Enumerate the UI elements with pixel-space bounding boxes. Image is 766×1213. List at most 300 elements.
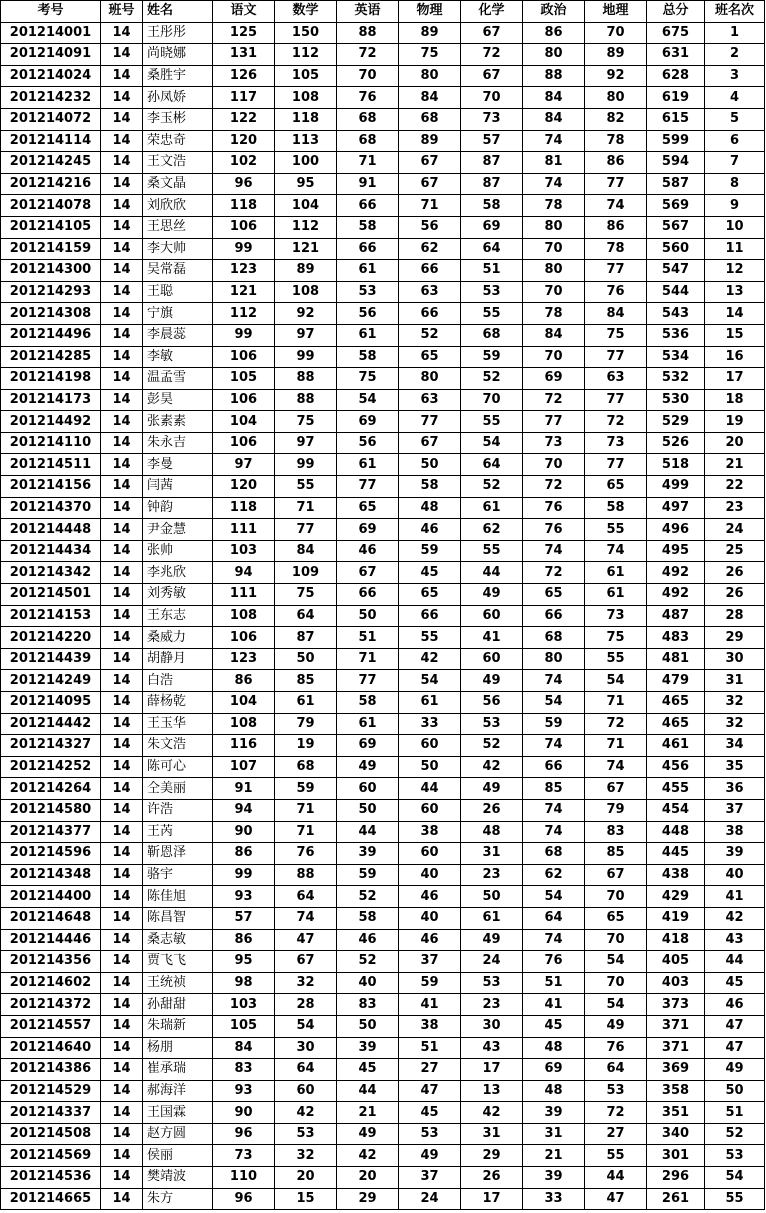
cell-english: 29 [337,1188,399,1210]
cell-total: 465 [647,692,705,714]
cell-class-no: 14 [101,130,143,152]
cell-chemistry: 31 [461,1123,523,1145]
cell-english: 68 [337,108,399,130]
cell-chinese: 108 [213,605,275,627]
cell-geography: 27 [585,1123,647,1145]
cell-class-no: 14 [101,65,143,87]
cell-name: 崔承瑞 [143,1059,213,1081]
cell-total: 405 [647,951,705,973]
cell-chinese: 106 [213,216,275,238]
cell-exam-id: 201214095 [1,692,101,714]
cell-geography: 78 [585,238,647,260]
cell-physics: 52 [399,324,461,346]
cell-math: 64 [275,1059,337,1081]
cell-class-no: 14 [101,1037,143,1059]
cell-politics: 41 [523,994,585,1016]
cell-english: 45 [337,1059,399,1081]
cell-politics: 66 [523,756,585,778]
cell-total: 456 [647,756,705,778]
cell-class-no: 14 [101,670,143,692]
cell-chemistry: 55 [461,411,523,433]
cell-geography: 58 [585,497,647,519]
cell-math: 61 [275,692,337,714]
cell-name: 朱永吉 [143,432,213,454]
cell-class-rank: 16 [705,346,765,368]
cell-class-rank: 7 [705,152,765,174]
cell-chemistry: 60 [461,605,523,627]
cell-politics: 74 [523,799,585,821]
table-row [1,843,765,865]
cell-name: 胡静月 [143,648,213,670]
cell-name: 许浩 [143,799,213,821]
cell-politics: 21 [523,1145,585,1167]
cell-name: 王芮 [143,821,213,843]
cell-chemistry: 67 [461,65,523,87]
cell-math: 88 [275,389,337,411]
cell-politics: 48 [523,1037,585,1059]
cell-class-rank: 31 [705,670,765,692]
cell-chinese: 96 [213,173,275,195]
cell-exam-id: 201214153 [1,605,101,627]
cell-geography: 80 [585,87,647,109]
cell-math: 95 [275,173,337,195]
cell-english: 52 [337,886,399,908]
cell-total: 448 [647,821,705,843]
cell-geography: 77 [585,454,647,476]
cell-chemistry: 67 [461,22,523,44]
cell-total: 351 [647,1102,705,1124]
cell-english: 42 [337,1145,399,1167]
cell-total: 518 [647,454,705,476]
cell-chemistry: 17 [461,1188,523,1210]
cell-physics: 45 [399,562,461,584]
cell-total: 454 [647,799,705,821]
cell-math: 105 [275,65,337,87]
cell-name: 刘秀敏 [143,584,213,606]
cell-class-rank: 25 [705,540,765,562]
cell-exam-id: 201214648 [1,907,101,929]
cell-math: 71 [275,799,337,821]
table-row [1,627,765,649]
cell-chinese: 126 [213,65,275,87]
cell-class-no: 14 [101,994,143,1016]
cell-total: 301 [647,1145,705,1167]
cell-chinese: 117 [213,87,275,109]
cell-class-rank: 52 [705,1123,765,1145]
cell-english: 61 [337,324,399,346]
cell-class-no: 14 [101,432,143,454]
cell-math: 75 [275,584,337,606]
cell-name: 宁旗 [143,303,213,325]
cell-physics: 60 [399,799,461,821]
cell-physics: 71 [399,195,461,217]
cell-exam-id: 201214602 [1,972,101,994]
cell-politics: 80 [523,216,585,238]
cell-math: 59 [275,778,337,800]
table-row [1,87,765,109]
cell-physics: 51 [399,1037,461,1059]
cell-name: 靳恩泽 [143,843,213,865]
cell-math: 88 [275,368,337,390]
cell-exam-id: 201214091 [1,44,101,66]
cell-physics: 60 [399,735,461,757]
table-row [1,22,765,44]
cell-exam-id: 201214105 [1,216,101,238]
cell-exam-id: 201214072 [1,108,101,130]
cell-total: 369 [647,1059,705,1081]
cell-physics: 41 [399,994,461,1016]
cell-class-no: 14 [101,1015,143,1037]
cell-name: 王彤彤 [143,22,213,44]
cell-class-rank: 37 [705,799,765,821]
cell-physics: 65 [399,346,461,368]
cell-physics: 59 [399,972,461,994]
cell-math: 28 [275,994,337,1016]
cell-chinese: 73 [213,1145,275,1167]
cell-chemistry: 72 [461,44,523,66]
cell-politics: 70 [523,346,585,368]
cell-politics: 85 [523,778,585,800]
cell-physics: 27 [399,1059,461,1081]
cell-politics: 74 [523,929,585,951]
cell-geography: 70 [585,929,647,951]
cell-math: 74 [275,907,337,929]
cell-exam-id: 201214557 [1,1015,101,1037]
cell-class-no: 14 [101,605,143,627]
cell-class-rank: 26 [705,562,765,584]
cell-class-no: 14 [101,368,143,390]
cell-geography: 70 [585,886,647,908]
cell-physics: 67 [399,173,461,195]
cell-english: 58 [337,216,399,238]
cell-total: 569 [647,195,705,217]
cell-physics: 75 [399,44,461,66]
table-row [1,994,765,1016]
cell-english: 20 [337,1167,399,1189]
cell-exam-id: 201214252 [1,756,101,778]
cell-math: 32 [275,1145,337,1167]
table-row [1,864,765,886]
cell-math: 15 [275,1188,337,1210]
cell-geography: 44 [585,1167,647,1189]
table-row [1,238,765,260]
cell-class-rank: 24 [705,519,765,541]
table-row [1,108,765,130]
cell-chinese: 108 [213,713,275,735]
cell-geography: 92 [585,65,647,87]
table-row [1,821,765,843]
cell-total: 371 [647,1037,705,1059]
cell-chemistry: 29 [461,1145,523,1167]
cell-chemistry: 69 [461,216,523,238]
cell-politics: 74 [523,540,585,562]
cell-chinese: 122 [213,108,275,130]
cell-politics: 88 [523,65,585,87]
cell-total: 496 [647,519,705,541]
cell-class-rank: 29 [705,627,765,649]
cell-chemistry: 61 [461,907,523,929]
cell-english: 49 [337,756,399,778]
cell-politics: 33 [523,1188,585,1210]
table-row [1,670,765,692]
cell-english: 40 [337,972,399,994]
cell-chinese: 120 [213,476,275,498]
cell-class-no: 14 [101,152,143,174]
cell-english: 66 [337,238,399,260]
cell-chemistry: 23 [461,994,523,1016]
cell-geography: 47 [585,1188,647,1210]
cell-chemistry: 68 [461,324,523,346]
cell-name: 闫茜 [143,476,213,498]
cell-english: 69 [337,735,399,757]
cell-exam-id: 201214356 [1,951,101,973]
cell-chemistry: 43 [461,1037,523,1059]
cell-math: 97 [275,324,337,346]
cell-chinese: 106 [213,389,275,411]
cell-math: 87 [275,627,337,649]
cell-geography: 55 [585,648,647,670]
cell-total: 544 [647,281,705,303]
cell-politics: 80 [523,44,585,66]
cell-class-rank: 4 [705,87,765,109]
table-row [1,907,765,929]
cell-exam-id: 201214249 [1,670,101,692]
header-politics: 政治 [523,1,585,23]
cell-chinese: 121 [213,281,275,303]
table-row [1,1037,765,1059]
cell-name: 薛杨乾 [143,692,213,714]
cell-class-rank: 34 [705,735,765,757]
cell-physics: 80 [399,368,461,390]
cell-physics: 46 [399,519,461,541]
cell-physics: 55 [399,627,461,649]
cell-exam-id: 201214580 [1,799,101,821]
cell-english: 69 [337,411,399,433]
cell-math: 150 [275,22,337,44]
cell-politics: 39 [523,1167,585,1189]
table-row [1,476,765,498]
cell-chemistry: 62 [461,519,523,541]
cell-politics: 66 [523,605,585,627]
cell-politics: 31 [523,1123,585,1145]
cell-chemistry: 49 [461,778,523,800]
header-physics: 物理 [399,1,461,23]
cell-english: 44 [337,821,399,843]
cell-geography: 86 [585,216,647,238]
cell-chemistry: 55 [461,303,523,325]
cell-english: 52 [337,951,399,973]
cell-math: 76 [275,843,337,865]
cell-english: 46 [337,929,399,951]
cell-total: 547 [647,260,705,282]
cell-geography: 54 [585,994,647,1016]
table-row [1,929,765,951]
cell-politics: 78 [523,195,585,217]
cell-class-rank: 49 [705,1059,765,1081]
cell-class-no: 14 [101,627,143,649]
cell-english: 44 [337,1080,399,1102]
cell-class-no: 14 [101,1102,143,1124]
cell-geography: 82 [585,108,647,130]
cell-total: 534 [647,346,705,368]
cell-math: 108 [275,281,337,303]
cell-english: 39 [337,843,399,865]
cell-politics: 68 [523,843,585,865]
cell-chemistry: 41 [461,627,523,649]
cell-exam-id: 201214400 [1,886,101,908]
cell-class-no: 14 [101,540,143,562]
cell-exam-id: 201214114 [1,130,101,152]
cell-english: 83 [337,994,399,1016]
cell-chinese: 106 [213,627,275,649]
cell-total: 340 [647,1123,705,1145]
cell-geography: 78 [585,130,647,152]
cell-physics: 40 [399,864,461,886]
table-row [1,951,765,973]
cell-politics: 80 [523,648,585,670]
cell-chinese: 103 [213,540,275,562]
table-row [1,756,765,778]
cell-geography: 72 [585,1102,647,1124]
cell-name: 杨朋 [143,1037,213,1059]
cell-physics: 48 [399,497,461,519]
table-row [1,1188,765,1210]
cell-exam-id: 201214496 [1,324,101,346]
cell-geography: 86 [585,152,647,174]
cell-geography: 64 [585,1059,647,1081]
cell-english: 61 [337,713,399,735]
cell-chemistry: 52 [461,735,523,757]
cell-class-no: 14 [101,584,143,606]
table-row [1,1167,765,1189]
cell-math: 42 [275,1102,337,1124]
cell-name: 温孟雪 [143,368,213,390]
cell-chinese: 99 [213,238,275,260]
cell-name: 李大帅 [143,238,213,260]
cell-total: 560 [647,238,705,260]
cell-math: 99 [275,346,337,368]
cell-chinese: 90 [213,1102,275,1124]
cell-name: 朱瑞新 [143,1015,213,1037]
cell-chinese: 94 [213,562,275,584]
cell-total: 492 [647,584,705,606]
cell-politics: 72 [523,476,585,498]
cell-physics: 66 [399,260,461,282]
cell-politics: 59 [523,713,585,735]
cell-politics: 48 [523,1080,585,1102]
cell-math: 92 [275,303,337,325]
table-row [1,605,765,627]
table-row [1,368,765,390]
cell-math: 112 [275,216,337,238]
cell-geography: 76 [585,281,647,303]
cell-geography: 79 [585,799,647,821]
cell-total: 594 [647,152,705,174]
cell-chinese: 107 [213,756,275,778]
cell-class-rank: 10 [705,216,765,238]
table-row [1,497,765,519]
table-row [1,454,765,476]
cell-english: 58 [337,692,399,714]
cell-chemistry: 24 [461,951,523,973]
cell-politics: 74 [523,173,585,195]
cell-class-rank: 35 [705,756,765,778]
cell-chemistry: 87 [461,173,523,195]
cell-chinese: 94 [213,799,275,821]
cell-physics: 84 [399,87,461,109]
cell-class-no: 14 [101,735,143,757]
cell-chinese: 123 [213,648,275,670]
cell-math: 118 [275,108,337,130]
cell-class-rank: 1 [705,22,765,44]
cell-class-no: 14 [101,886,143,908]
cell-politics: 72 [523,562,585,584]
cell-exam-id: 201214173 [1,389,101,411]
table-row [1,303,765,325]
header-row [1,1,765,23]
cell-chinese: 86 [213,843,275,865]
cell-physics: 46 [399,929,461,951]
cell-class-no: 14 [101,519,143,541]
table-row [1,799,765,821]
cell-class-rank: 17 [705,368,765,390]
table-row [1,562,765,584]
cell-english: 69 [337,519,399,541]
cell-chemistry: 55 [461,540,523,562]
cell-chemistry: 57 [461,130,523,152]
cell-politics: 72 [523,389,585,411]
table-row [1,1145,765,1167]
cell-politics: 70 [523,238,585,260]
cell-class-rank: 54 [705,1167,765,1189]
cell-total: 543 [647,303,705,325]
cell-total: 261 [647,1188,705,1210]
cell-politics: 78 [523,303,585,325]
cell-math: 67 [275,951,337,973]
cell-geography: 70 [585,972,647,994]
cell-chemistry: 64 [461,454,523,476]
cell-physics: 66 [399,303,461,325]
cell-total: 479 [647,670,705,692]
cell-chinese: 111 [213,519,275,541]
cell-exam-id: 201214448 [1,519,101,541]
cell-math: 50 [275,648,337,670]
cell-english: 56 [337,303,399,325]
cell-class-no: 14 [101,843,143,865]
table-row [1,1123,765,1145]
cell-physics: 80 [399,65,461,87]
cell-chemistry: 48 [461,821,523,843]
cell-geography: 77 [585,389,647,411]
header-math: 数学 [275,1,337,23]
cell-total: 429 [647,886,705,908]
cell-total: 373 [647,994,705,1016]
cell-physics: 44 [399,778,461,800]
table-row [1,216,765,238]
table-row [1,281,765,303]
cell-english: 70 [337,65,399,87]
cell-total: 499 [647,476,705,498]
cell-politics: 69 [523,1059,585,1081]
cell-class-no: 14 [101,281,143,303]
cell-geography: 72 [585,411,647,433]
table-row [1,584,765,606]
cell-geography: 61 [585,584,647,606]
cell-english: 77 [337,670,399,692]
cell-english: 54 [337,389,399,411]
cell-chinese: 86 [213,929,275,951]
cell-math: 79 [275,713,337,735]
